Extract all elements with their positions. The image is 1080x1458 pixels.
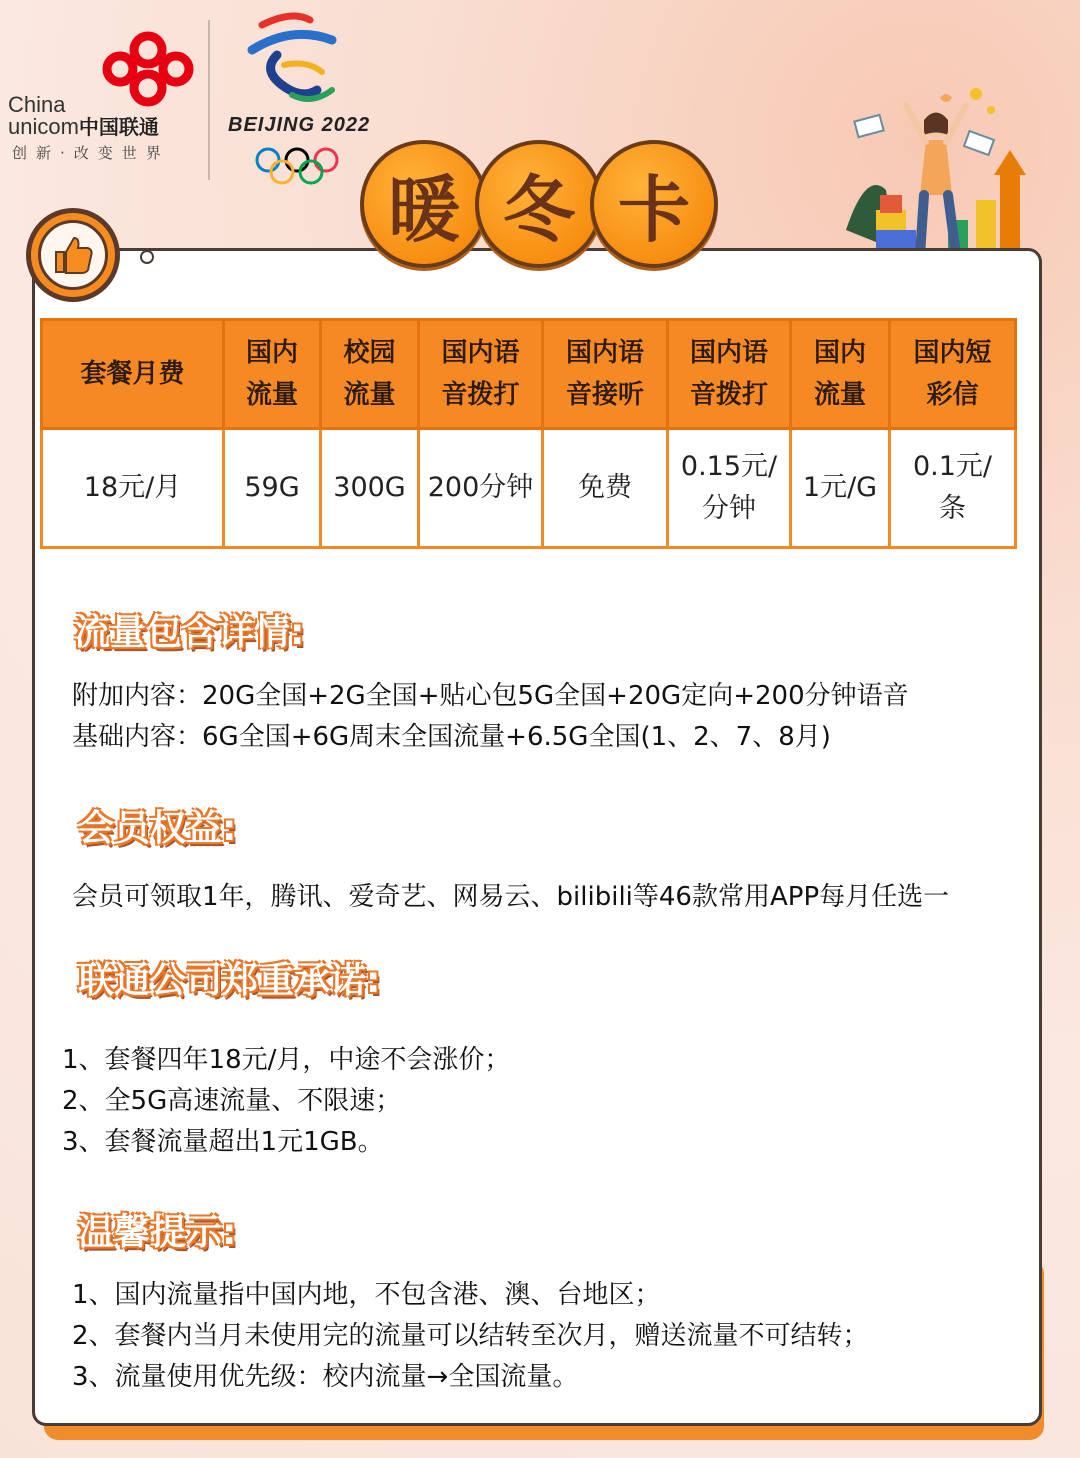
- member-section-title: 会员权益:: [78, 808, 237, 849]
- cell-monthly-fee: [42, 429, 224, 548]
- cell-voice-call-extra: [668, 429, 791, 548]
- list-item: 2、套餐内当月未使用完的流量可以结转至次月，赠送流量不可结转；: [72, 1321, 869, 1351]
- title-char-2: 冬: [475, 140, 603, 268]
- title-char-1: 暖: [360, 140, 488, 268]
- tips-section-title: 温馨提示:: [78, 1212, 237, 1253]
- promise-section-title: 联通公司郑重承诺:: [78, 960, 381, 1001]
- header-voice-call-extra: [668, 320, 791, 429]
- cell-campus-data: [321, 429, 419, 548]
- cell-domestic-data-extra: [791, 429, 890, 548]
- header-sms-mms: [890, 320, 1016, 429]
- cell-value: 免费: [578, 472, 632, 503]
- thumbs-up-badge: [26, 208, 120, 302]
- plan-table: [40, 318, 1017, 549]
- header-label: 国内语 音接听: [565, 338, 644, 410]
- celebrating-girl-illustration: [836, 80, 1036, 270]
- card-title: [360, 140, 710, 270]
- beijing-2022-logo: [222, 10, 372, 185]
- beijing-emblem-icon: [222, 10, 372, 110]
- table-header-row: [42, 320, 1016, 429]
- member-line: 会员可领取1年，腾讯、爱奇艺、网易云、bilibili等46款常用APP每月任选一: [72, 882, 950, 912]
- unicom-wordmark: [8, 94, 159, 139]
- list-item: 1、国内流量指中国内地，不包含港、澳、台地区；: [72, 1280, 661, 1310]
- list-item: 3、流量使用优先级：校内流量→全国流量。: [72, 1362, 579, 1392]
- header-label: 国内语 音拨打: [689, 338, 768, 410]
- header-label: 套餐月费: [80, 359, 185, 389]
- unicom-cn-label: 中国联通: [78, 117, 159, 139]
- list-item: 3、套餐流量超出1元1GB。: [62, 1127, 384, 1157]
- cell-domestic-data: [224, 429, 321, 548]
- header-label: 国内短 彩信: [913, 338, 992, 410]
- cell-value: 200分钟: [427, 472, 534, 503]
- unicom-en-china: China: [8, 92, 66, 117]
- list-item: 1、套餐四年18元/月，中途不会涨价；: [62, 1045, 511, 1075]
- unicom-en-label: unicom: [8, 114, 79, 139]
- cell-value: 59G: [244, 472, 300, 503]
- cell-value: 300G: [333, 472, 406, 503]
- cell-voice-receive: [543, 429, 668, 548]
- header-monthly-fee: [42, 320, 224, 429]
- header-label: 国内 流量: [245, 338, 298, 410]
- unicom-en-unicom: [8, 116, 159, 139]
- cell-value: 1元/G: [802, 472, 878, 503]
- header-campus-data: [321, 320, 419, 429]
- decorative-dot: [140, 250, 154, 264]
- traffic-line-addon: 附加内容：20G全国+2G全国+贴心包5G全国+20G定向+200分钟语音: [72, 681, 909, 711]
- cell-value: 0.1元/ 条: [912, 451, 993, 524]
- header-label: 国内 流量: [813, 338, 866, 410]
- list-item: 2、全5G高速流量、不限速；: [62, 1086, 402, 1116]
- header-domestic-data: [224, 320, 321, 429]
- cell-value: 0.15元/ 分钟: [680, 451, 778, 524]
- header-voice-call: [419, 320, 543, 429]
- tips-list: [72, 1275, 869, 1398]
- thumbs-up-icon: [38, 220, 108, 290]
- olympics-text: BEIJING 2022: [228, 114, 371, 136]
- logo-divider: [208, 20, 210, 180]
- header-label: 校园 流量: [343, 338, 396, 410]
- title-char-3: 卡: [590, 140, 718, 268]
- promise-list: [62, 1040, 510, 1163]
- traffic-line-base: 基础内容：6G全国+6G周末全国流量+6.5G全国(1、2、7、8月): [72, 722, 831, 752]
- header-label: 国内语 音拨打: [441, 338, 520, 410]
- table-row: [42, 429, 1016, 548]
- cell-value: 18元/月: [83, 472, 182, 503]
- cell-sms-mms: [890, 429, 1016, 548]
- cell-voice-call: [419, 429, 543, 548]
- traffic-section-title: 流量包含详情:: [74, 612, 305, 653]
- header-domestic-data-extra: [791, 320, 890, 429]
- china-unicom-logo: [8, 30, 208, 170]
- unicom-slogan: 创新·改变世界: [12, 144, 170, 162]
- header-voice-receive: [543, 320, 668, 429]
- olympic-rings-icon: [254, 146, 340, 186]
